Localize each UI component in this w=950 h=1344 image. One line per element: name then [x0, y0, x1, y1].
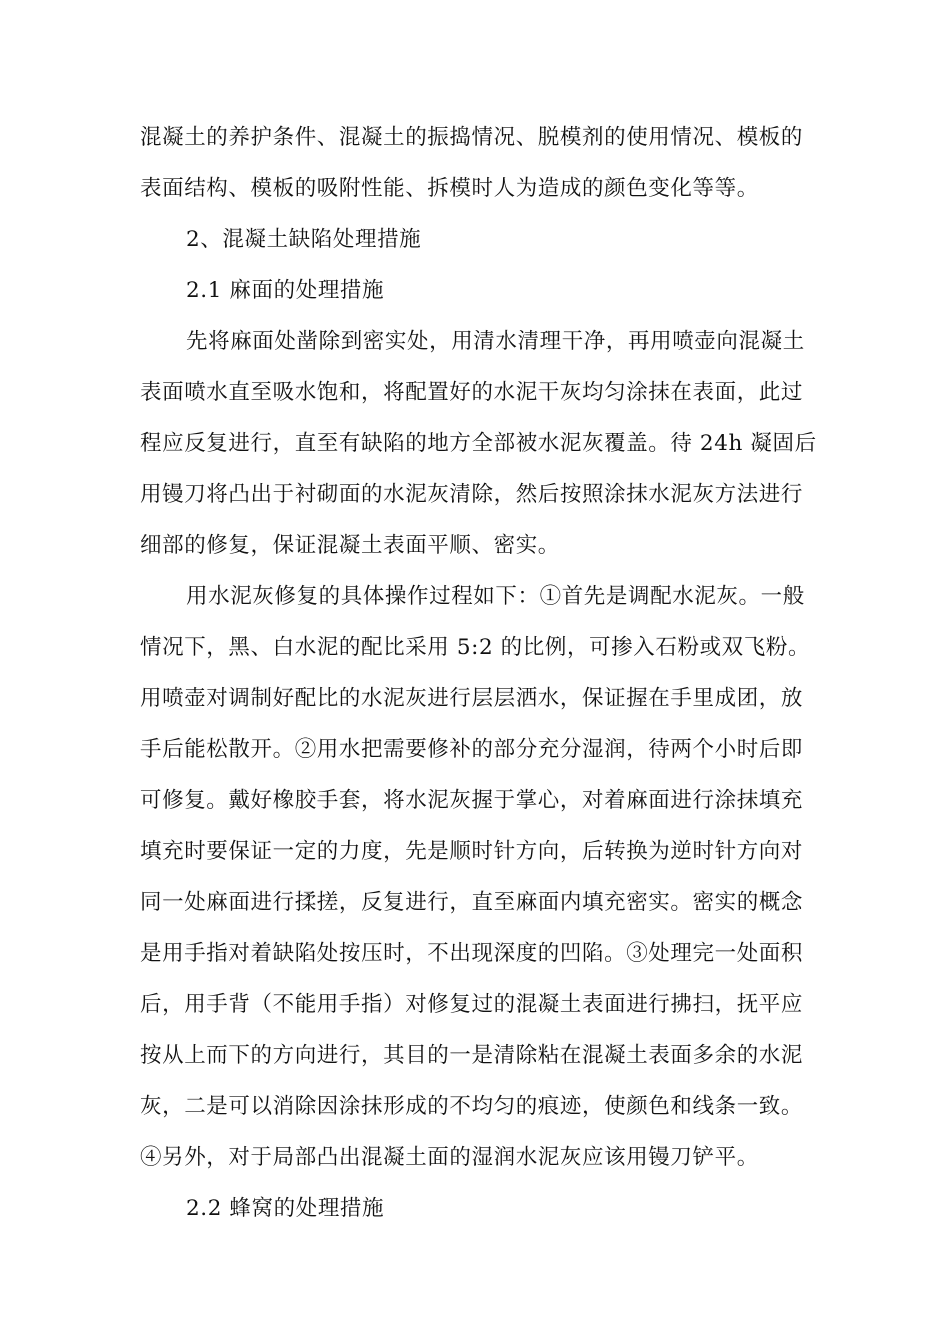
paragraph-line: 是用手指对着缺陷处按压时，不出现深度的凹陷。③处理完一处面积: [140, 941, 804, 966]
paragraph-line: 表面喷水直至吸水饱和，将配置好的水泥干灰均匀涂抹在表面，此过: [140, 380, 804, 405]
paragraph-line: 用喷壶对调制好配比的水泥灰进行层层洒水，保证握在手里成团，放: [140, 686, 804, 711]
paragraph-line: 用镘刀将凸出于衬砌面的水泥灰清除，然后按照涂抹水泥灰方法进行: [140, 482, 804, 507]
paragraph-line: 按从上而下的方向进行，其目的一是清除粘在混凝土表面多余的水泥: [140, 1043, 804, 1068]
paragraph-line: 用水泥灰修复的具体操作过程如下：①首先是调配水泥灰。一般: [186, 584, 805, 609]
paragraph-line: 先将麻面处凿除到密实处，用清水清理干净，再用喷壶向混凝土: [186, 329, 805, 354]
paragraph-line: 填充时要保证一定的力度，先是顺时针方向，后转换为逆时针方向对: [140, 839, 804, 864]
paragraph-line: 情况下，黑、白水泥的配比采用 5:2 的比例，可掺入石粉或双飞粉。: [140, 635, 811, 660]
paragraph-line: 可修复。戴好橡胶手套，将水泥灰握于掌心，对着麻面进行涂抹填充: [140, 788, 804, 813]
paragraph-line: 混凝土的养护条件、混凝土的振捣情况、脱模剂的使用情况、模板的: [140, 125, 804, 150]
paragraph-line: 同一处麻面进行揉搓，反复进行，直至麻面内填充密实。密实的概念: [140, 890, 804, 915]
paragraph-line: ④另外，对于局部凸出混凝土面的湿润水泥灰应该用镘刀铲平。: [140, 1145, 759, 1170]
subsection-heading: 2.2 蜂窝的处理措施: [186, 1196, 385, 1221]
paragraph-line: 灰，二是可以消除因涂抹形成的不均匀的痕迹，使颜色和线条一致。: [140, 1094, 804, 1119]
paragraph-line: 后，用手背（不能用手指）对修复过的混凝土表面进行拂扫，抚平应: [140, 992, 804, 1017]
paragraph-line: 细部的修复，保证混凝土表面平顺、密实。: [140, 533, 560, 558]
section-heading: 2、混凝土缺陷处理措施: [186, 227, 422, 252]
paragraph-line: 程应反复进行，直至有缺陷的地方全部被水泥灰覆盖。待 24h 凝固后: [140, 431, 817, 456]
paragraph-line: 手后能松散开。②用水把需要修补的部分充分湿润，待两个小时后即: [140, 737, 804, 762]
paragraph-line: 表面结构、模板的吸附性能、拆模时人为造成的颜色变化等等。: [140, 176, 759, 201]
subsection-heading: 2.1 麻面的处理措施: [186, 278, 385, 303]
